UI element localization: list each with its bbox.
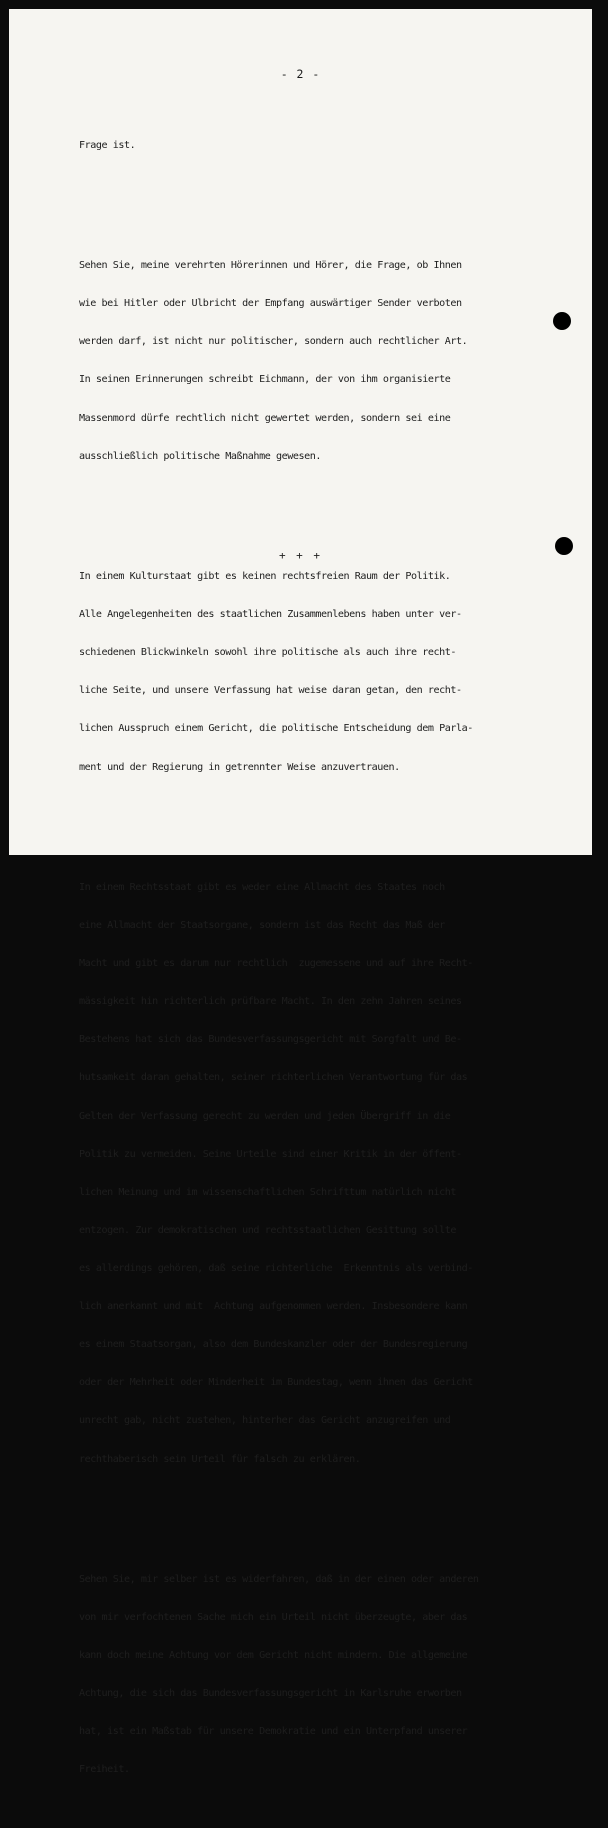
- text-line: wie bei Hitler oder Ulbricht der Empfang auswärtiger Sender verboten: [79, 298, 462, 310]
- text-line: Bestehens hat sich das Bundesverfassungsgericht mit Sorgfalt und Be-: [79, 1034, 462, 1046]
- text-line: Achtung, die sich das Bundesverfassungsgericht in Karlsruhe erworben: [79, 1688, 462, 1700]
- text-line: hat, ist ein Maßstab für unsere Demokratie und ein Unterpfand unserer: [79, 1726, 468, 1738]
- text-line: lich anerkannt und mit Achtung aufgenommen werden. Insbesondere kann: [79, 1301, 468, 1313]
- punch-hole: [553, 312, 571, 330]
- text-line: oder der Mehrheit oder Minderheit im Bundestag, wenn ihnen das Gericht: [79, 1377, 473, 1389]
- text-line: In einem Rechtsstaat gibt es weder eine Allmacht des Staates noch: [79, 881, 445, 893]
- text-line: lichen Ausspruch einem Gericht, die politische Entscheidung dem Parla-: [79, 723, 473, 735]
- text-line: eine Allmacht der Staatsorgane, sondern ist das Recht das Maß der: [79, 920, 445, 931]
- text-line: Sehen Sie, mir selber ist es widerfahren, daß in der einen oder anderen: [79, 1573, 479, 1585]
- text-line: rechthaberisch sein Urteil für falsch zu erklären.: [79, 1453, 361, 1465]
- text-line: Massenmord dürfe rechtlich nicht gewertet werden, sondern sei eine: [79, 412, 451, 424]
- text-line: von mir verfochtenen Sache mich ein Urteil nicht überzeugte, aber das: [79, 1611, 468, 1623]
- punch-hole: [555, 537, 573, 555]
- text-line: In einem Kulturstaat gibt es keinen rechtsfreien Raum der Politik.: [79, 571, 451, 583]
- text-line: liche Seite, und unsere Verfassung hat weise daran getan, den recht-: [79, 685, 462, 697]
- text-line: ment und der Regierung in getrennter Weise anzuvertrauen.: [79, 761, 400, 773]
- paragraph: [79, 546, 567, 800]
- text-line: Macht und gibt es darum nur rechtlich zugemessene und auf ihre Recht-: [79, 958, 473, 970]
- text-line: lichen Meinung und im wissenschaftlichen Schrifttum natürlich nicht: [79, 1186, 457, 1198]
- page-number: - 2 -: [280, 67, 321, 81]
- document-page: [9, 9, 592, 1776]
- text-line: werden darf, ist nicht nur politischer, sondern auch rechtlicher Art.: [79, 336, 468, 348]
- text-line: entzogen. Zur demokratischen und rechtsstaatlichen Gesittung sollte: [79, 1224, 457, 1236]
- text-line: es allerdings gehören, daß seine richterliche Erkenntnis als verbind-: [79, 1262, 473, 1274]
- document-body: [79, 89, 567, 1828]
- paragraph: [79, 235, 567, 489]
- text-line: kann doch meine Achtung vor dem Gericht nicht mindern. Die allgemeine: [79, 1650, 468, 1662]
- text-line: In seinen Erinnerungen schreibt Eichmann, der von ihm organisierte: [79, 374, 451, 386]
- text-line: schiedenen Blickwinkeln sowohl ihre politische als auch ihre recht-: [79, 647, 457, 659]
- text-line: Freiheit.: [79, 1764, 130, 1776]
- text-line: es einem Staatsorgan, also dem Bundeskanzler oder der Bundesregierung: [79, 1339, 468, 1351]
- text-line: Frage ist.: [79, 139, 136, 151]
- text-line: hutsamkeit daran gehalten, seiner richterlichen Verantwortung für das: [79, 1072, 468, 1084]
- end-mark: + + +: [278, 549, 323, 562]
- text-line: Sehen Sie, meine verehrten Hörerinnen und Hörer, die Frage, ob Ihnen: [79, 260, 462, 272]
- paragraph: [79, 1548, 567, 1802]
- text-line: ausschließlich politische Maßnahme gewesen.: [79, 450, 321, 462]
- text-line: unrecht gab, nicht zustehen, hinterher das Gericht anzugreifen und: [79, 1415, 451, 1427]
- text-line: Alle Angelegenheiten des staatlichen Zusammenlebens haben unter ver-: [79, 609, 462, 621]
- text-line: Gelten der Verfassung gerecht zu werden und jeden Übergriff in die: [79, 1110, 451, 1122]
- paragraph: [79, 114, 567, 178]
- paragraph: [79, 856, 567, 1491]
- text-line: mässigkeit hin richterlich prüfbare Macht. In den zehn Jahren seines: [79, 996, 462, 1008]
- text-line: Politik zu vermeiden. Seine Urteile sind einer Kritik in der öffent-: [79, 1148, 462, 1160]
